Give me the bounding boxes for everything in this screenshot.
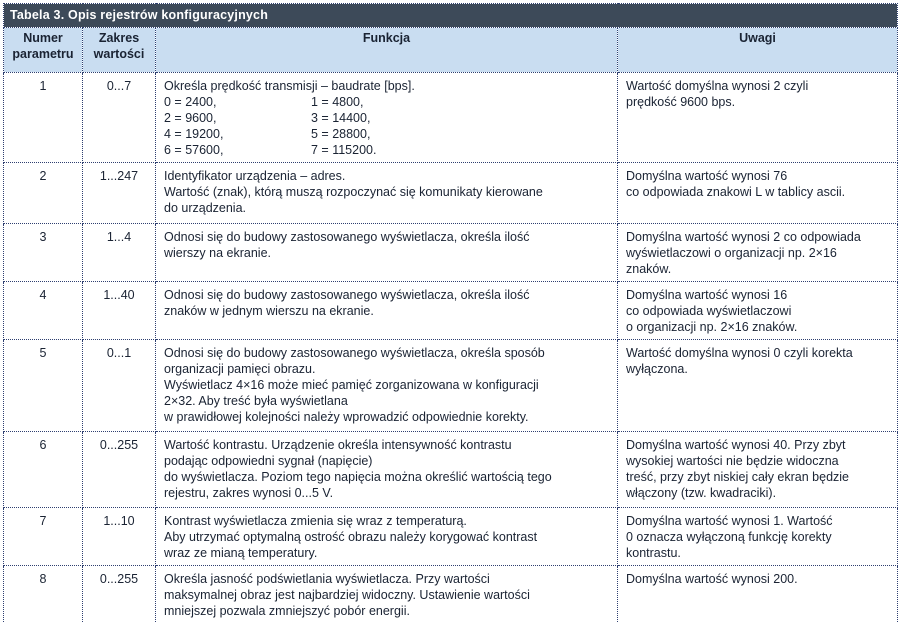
notes-line: znaków. [626,262,672,276]
cell-param-number: 8 [4,566,83,622]
cell-function [156,73,618,163]
function-line: wraz ze mianą temperatury. [164,546,318,560]
function-line: znaków w jednym wierszu na ekranie. [164,304,374,318]
function-line: do urządzenia. [164,201,247,215]
table-title-row [4,4,898,28]
notes-line: Domyślna wartość wynosi 16 [626,288,788,302]
table-title: Tabela 3. Opis rejestrów konfiguracyjnych [4,4,898,28]
cell-function [156,163,618,224]
notes-line: co odpowiada znakowi L w tablicy ascii. [626,185,846,199]
notes-line: 0 oznacza wyłączoną funkcję korekty [626,530,832,544]
function-line: organizacji pamięci obrazu. [164,362,316,376]
table-row [4,163,898,224]
cell-notes [618,340,898,432]
notes-line: Domyślna wartość wynosi 76 [626,169,788,183]
notes-line: o organizacji np. 2×16 znaków. [626,320,798,334]
function-line: rejestru, zakres wynosi 0...5 V. [164,486,334,500]
function-line: do wyświetlacza. Poziom tego napięcia można określić wartością tego [164,470,552,484]
cell-notes [618,224,898,282]
function-line: Określa jasność podświetlania wyświetlacza. Przy wartości [164,572,490,586]
function-line: w prawidłowej kolejności należy wprowadzić odpowiednie korekty. [164,410,529,424]
cell-param-number: 6 [4,432,83,508]
column-header-zakres-wartosci: Zakres wartości [83,28,156,73]
function-line: Kontrast wyświetlacza zmienia się wraz z temperaturą. [164,514,467,528]
table-row [4,282,898,340]
function-line: 2×32. Aby treść była wyświetlana [164,394,348,408]
table-row [4,566,898,622]
cell-function [156,432,618,508]
function-line: Odnosi się do budowy zastosowanego wyświetlacza, określa ilość [164,288,530,302]
column-header-numer-parametru: Numer parametru [4,28,83,73]
cell-value-range: 1...40 [83,282,156,340]
cell-param-number: 2 [4,163,83,224]
cell-value-range: 0...7 [83,73,156,163]
notes-line: wyświetlaczowi o organizacji np. 2×16 [626,246,837,260]
cell-function [156,282,618,340]
cell-param-number: 5 [4,340,83,432]
cell-value-range: 0...255 [83,432,156,508]
function-line: 0 = 2400, 1 = 4800, [164,95,364,109]
cell-notes [618,73,898,163]
function-line: 4 = 19200, 5 = 28800, [164,127,371,141]
function-line: wierszy na ekranie. [164,246,271,260]
notes-line: treść, przy zbyt niskiej cały ekran będzie [626,470,850,484]
cell-notes [618,566,898,622]
table-row [4,224,898,282]
function-line: 6 = 57600, 7 = 115200. [164,143,377,157]
cell-param-number: 1 [4,73,83,163]
column-header-funkcja: Funkcja [156,28,618,73]
cell-value-range: 1...4 [83,224,156,282]
table-row [4,73,898,163]
function-line: 2 = 9600, 3 = 14400, [164,111,371,125]
table-row [4,508,898,566]
notes-line: kontrastu. [626,546,681,560]
function-line: Aby utrzymać optymalną ostrość obrazu należy korygować kontrast [164,530,538,544]
cell-param-number: 3 [4,224,83,282]
table-header-row [4,28,898,73]
function-line: Wyświetlacz 4×16 może mieć pamięć zorganizowana w konfiguracji [164,378,539,392]
notes-line: co odpowiada wyświetlaczowi [626,304,792,318]
cell-function [156,224,618,282]
notes-line: Wartość domyślna wynosi 2 czyli [626,79,809,93]
function-line: podając odpowiedni sygnał (napięcie) [164,454,373,468]
function-line: Wartość (znak), którą muszą rozpoczynać się komunikaty kierowane [164,185,543,199]
function-line: Odnosi się do budowy zastosowanego wyświetlacza, określa ilość [164,230,530,244]
cell-param-number: 7 [4,508,83,566]
function-line: mniejszej pozwala zmniejszyć pobór energii. [164,604,410,618]
function-line: Odnosi się do budowy zastosowanego wyświetlacza, określa sposób [164,346,545,360]
cell-value-range: 0...1 [83,340,156,432]
cell-function [156,566,618,622]
cell-param-number: 4 [4,282,83,340]
cell-notes [618,508,898,566]
function-line: Określa prędkość transmisji – baudrate [bps]. [164,79,415,93]
cell-value-range: 0...255 [83,566,156,622]
notes-line: Domyślna wartość wynosi 40. Przy zbyt [626,438,846,452]
table-body [4,73,898,622]
cell-notes [618,282,898,340]
column-header-uwagi: Uwagi [618,28,898,73]
cell-notes [618,432,898,508]
cell-notes [618,163,898,224]
cell-value-range: 1...247 [83,163,156,224]
config-registers-table [3,3,898,622]
table-row [4,432,898,508]
notes-line: Domyślna wartość wynosi 200. [626,572,798,586]
notes-line: wysokiej wartości nie będzie widoczna [626,454,839,468]
notes-line: wyłączona. [626,362,688,376]
notes-line: Domyślna wartość wynosi 1. Wartość [626,514,833,528]
notes-line: Domyślna wartość wynosi 2 co odpowiada [626,230,861,244]
function-line: maksymalnej obraz jest najbardziej widoczny. Ustawienie wartości [164,588,530,602]
function-line: Identyfikator urządzenia – adres. [164,169,346,183]
function-line: Wartość kontrastu. Urządzenie określa intensywność kontrastu [164,438,512,452]
cell-function [156,508,618,566]
notes-line: prędkość 9600 bps. [626,95,736,109]
notes-line: włączony (tzw. kwadraciki). [626,486,777,500]
table-row [4,340,898,432]
cell-value-range: 1...10 [83,508,156,566]
notes-line: Wartość domyślna wynosi 0 czyli korekta [626,346,853,360]
cell-function [156,340,618,432]
